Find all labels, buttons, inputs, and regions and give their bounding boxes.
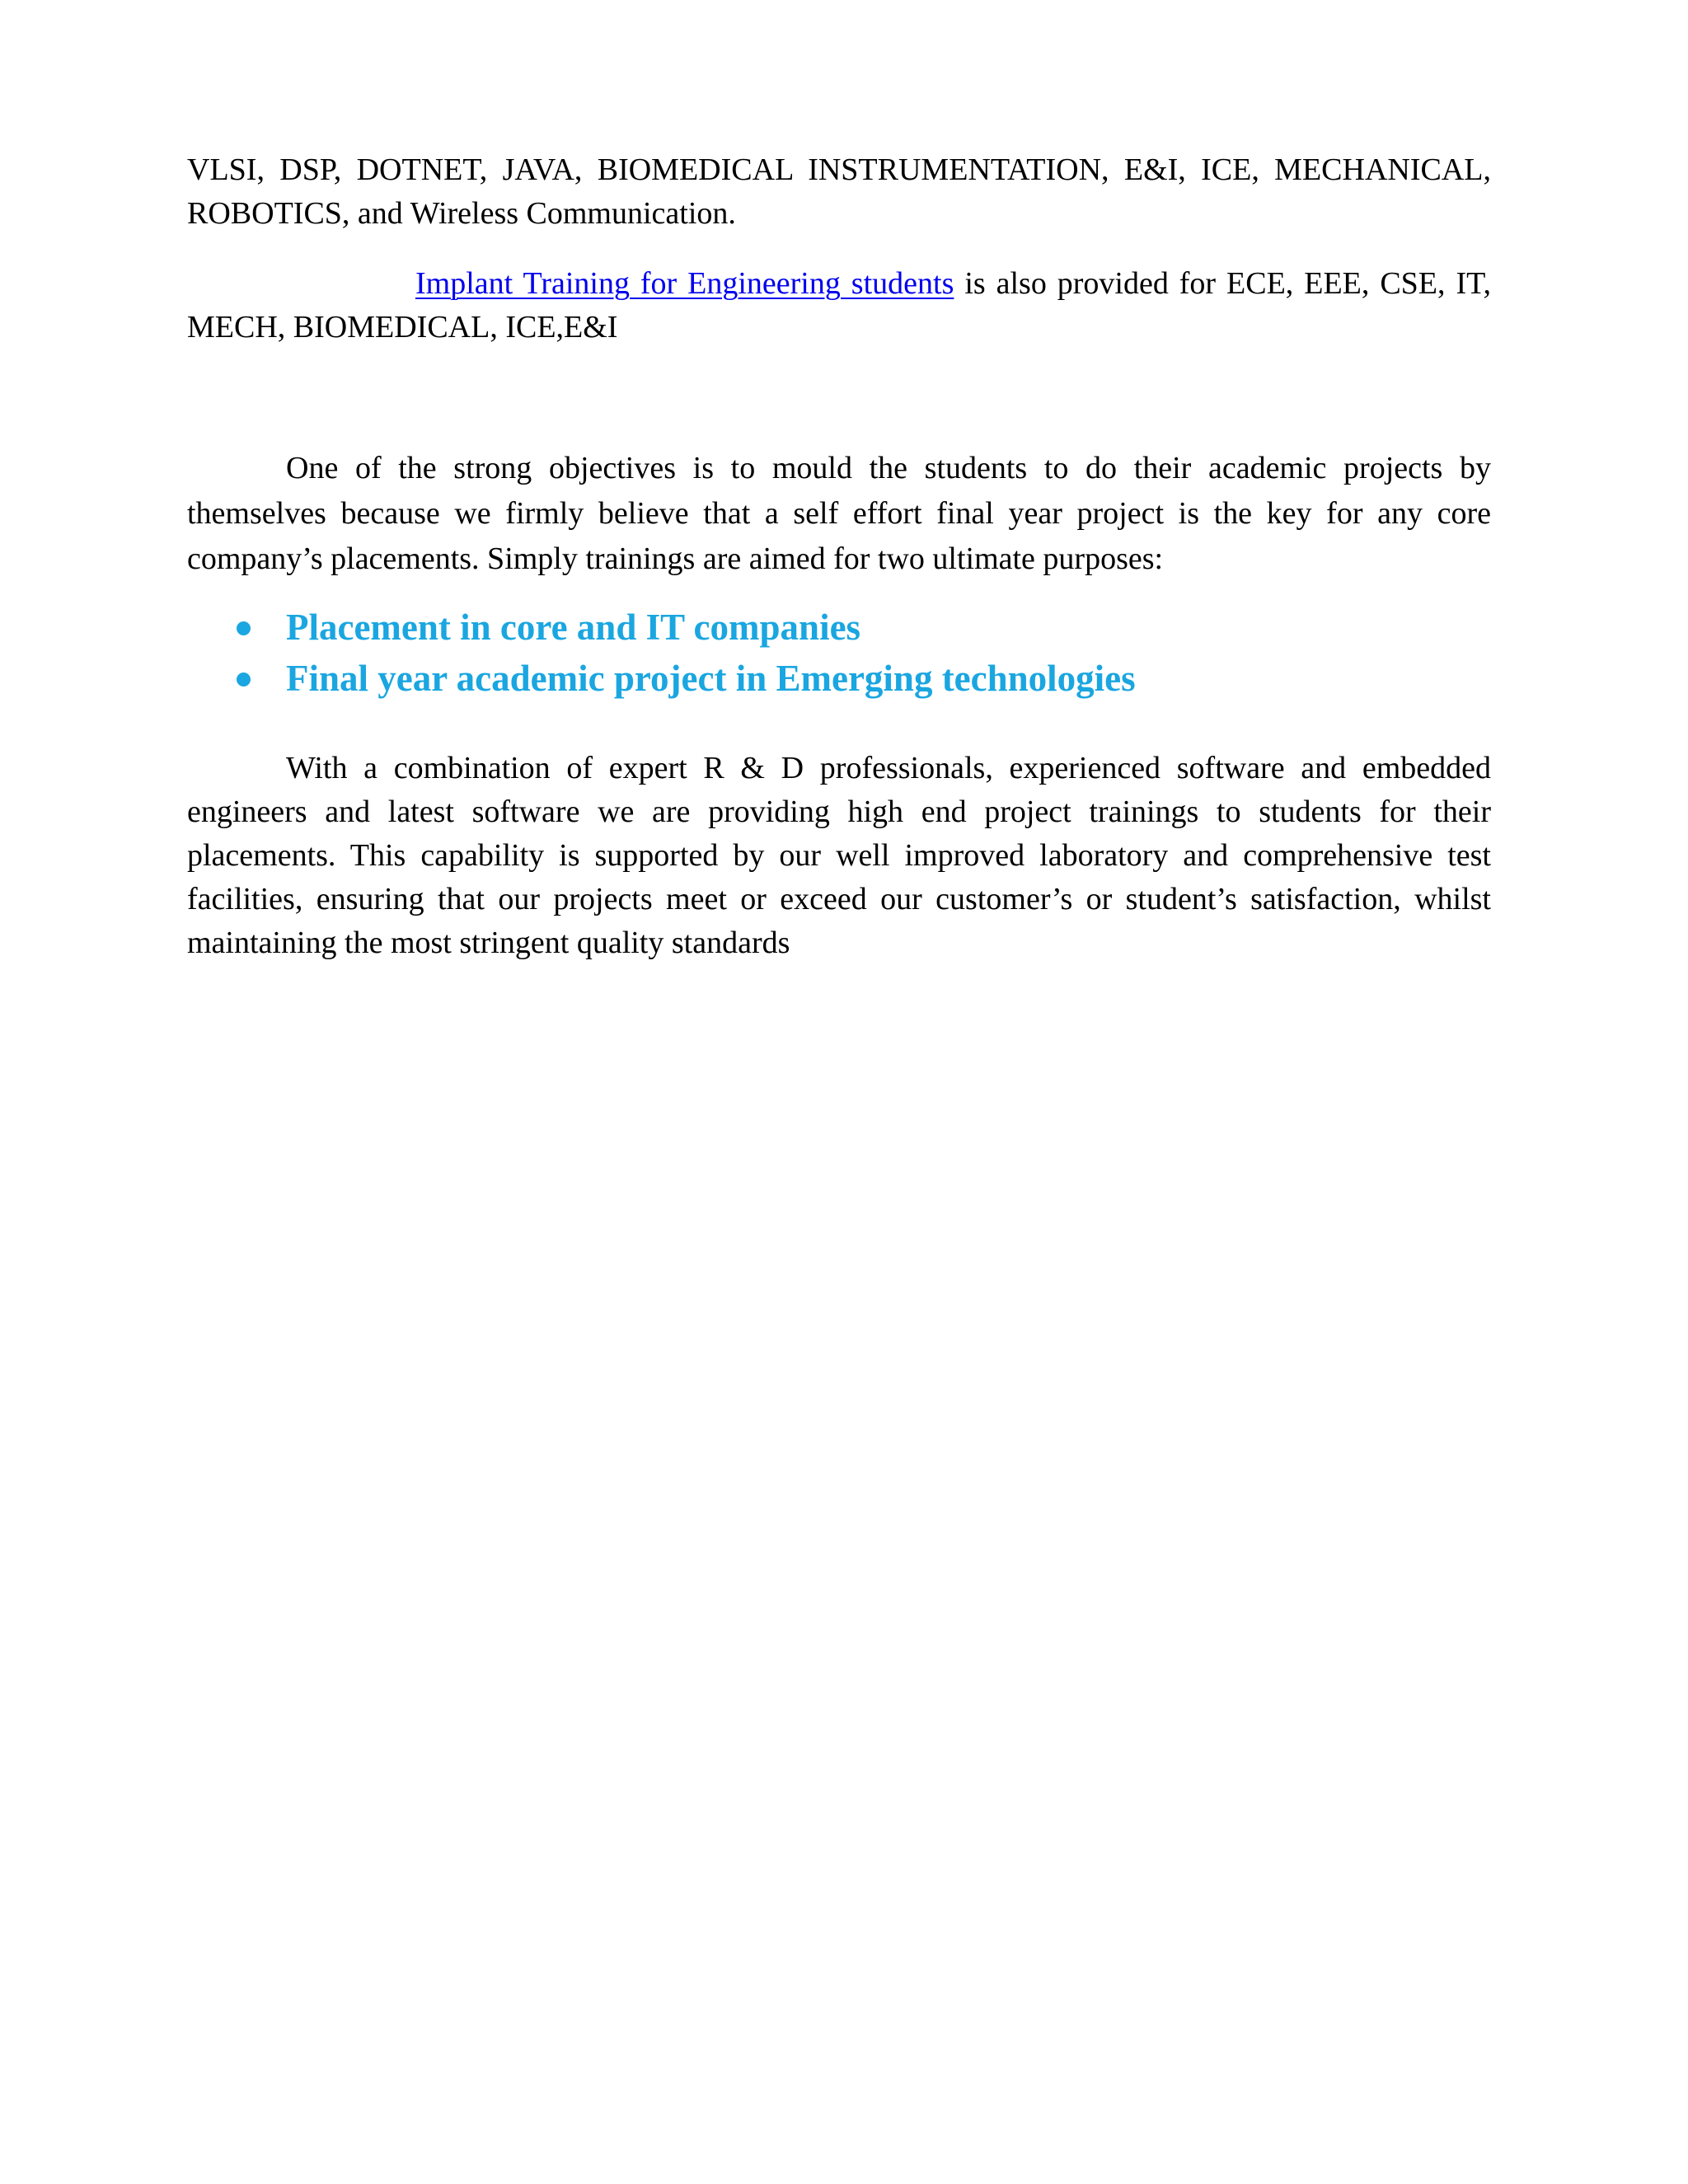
paragraph-objectives: One of the strong objectives is to mould the students to do their academic projects by themselves because we firmly believe that a self effort final year project is the key for any core company’s placements. Simply trainings are aimed for two ultimate purposes: — [187, 451, 1491, 576]
implant-training-text: is also provided for ECE, EEE, CSE, IT, MECH, BIOMEDICAL, ICE,E&I — [187, 266, 1491, 344]
paragraph-implant-training — [187, 262, 1491, 349]
paragraph-capabilities: With a combination of expert R & D professionals, experienced software and embedded engineers and latest software we are providing high end project trainings to students for their placements. This capability is supported by our well improved laboratory and comprehensive test facilities, ensuring that our projects meet or exceed our customer’s or student’s satisfaction, whilst maintaining the most stringent quality standards — [187, 751, 1491, 960]
list-item-text: Final year academic project in Emerging technologies — [286, 658, 1136, 699]
paragraph-specializations: VLSI, DSP, DOTNET, JAVA, BIOMEDICAL INSTRUMENTATION, E&I, ICE, MECHANICAL, ROBOTICS, and Wireless Communication. — [187, 152, 1491, 231]
bullet-icon — [237, 673, 251, 687]
list-item — [187, 653, 1491, 704]
list-item — [187, 602, 1491, 653]
implant-training-link[interactable]: Implant Training for Engineering students — [415, 266, 954, 301]
bullet-icon — [237, 621, 251, 635]
list-item-text: Placement in core and IT companies — [286, 607, 861, 648]
document-page — [187, 148, 1491, 965]
purposes-list — [187, 602, 1491, 704]
